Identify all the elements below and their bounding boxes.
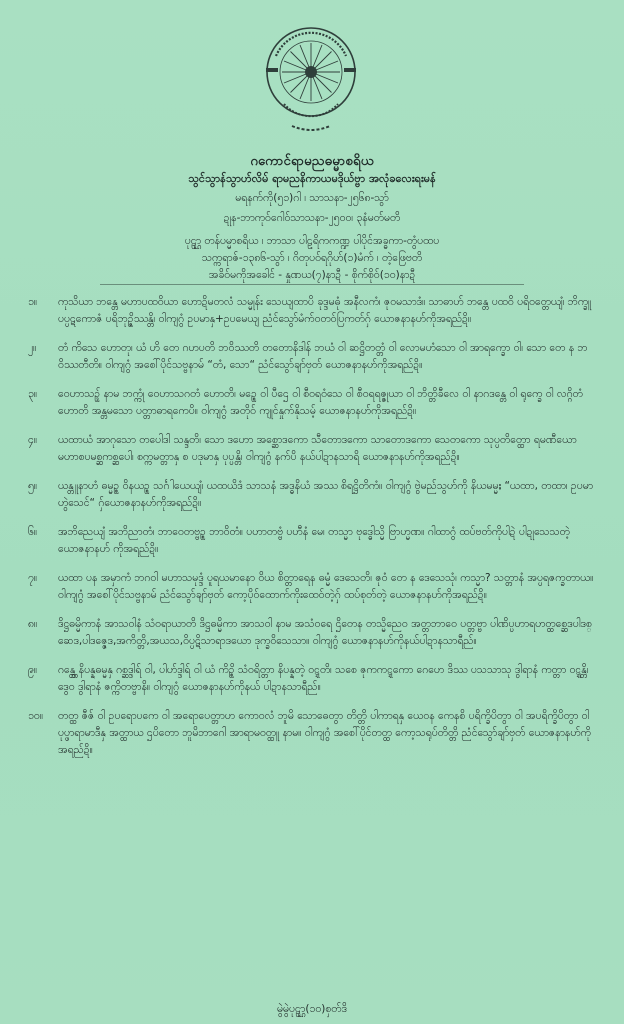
question-item — [28, 570, 596, 604]
header-divider — [100, 284, 524, 286]
signature-line: မွဲမွဲပုဠ္ဌာ(၁၀)စှတ်ဒိ — [277, 1003, 347, 1015]
question-text: ဝေဟာသဥ္ဒ် နာမ ဘက္ကုံ ဝေဟာသဂတံ ဟောတိ၊ မဉ္စေ ဝါ ပီဌေ ဝါ စီဝရဝံသေ ဝါ စီဝရရဇ္ဇုယာ ဝါ ဘိတ္တိခီလေ ဝါ နာဂဒန္တေ ဝါ ရုက္ခေ ဝါ လဂ္ဂိတံ ဟောတိ အန္တမသော ပတ္တာဓာရကေပိ။ ဝါကျဂွံ အတိုဝ် ကျုင်နှုက်နိုသမ့် ယောဇနာနဟ်ကိုအရည်ဍိ။ — [58, 388, 583, 417]
exam-time: အခိဝ်မကိုအခေါင် - နှုဏယ(၇)နာဍီ - စိုက်စိုဝ်(၁၀)နာဍီ — [208, 269, 416, 281]
question-text: ယန္တူနာဟံ ဓမ္မဥ္စ ဝိနယဥ္စ သင်္ဂါယေယျံ၊ ယထယိဒံ သာသနံ အဒ္ဓနိယံ အဿ စိရဋ္ဌိတိကံ။ ဝါကျဂွံ ဗွဲမည်သွဟ်ကို နိယမမ္မႈ “ယထာ, တထာ၊ ဥပမာဟွဲသေင်“ ဂှ်ယောဇနာနဟ်ကိုအရည်ဍိ။ — [58, 480, 594, 509]
question-number: ၁။ — [28, 296, 38, 308]
question-item — [28, 616, 596, 650]
question-number: ၄။ — [28, 434, 38, 446]
seal-emblem — [262, 18, 360, 136]
question-text: အဘိညေယျံ အဘိညာတံ၊ ဘာဝေတဗ္ဗဉ္စ ဘာဝိတံ။ ပဟာတဗ္ဗံ ပဟီနံ မေ၊ တသ္မာ ဗုဒ္ဓေါသ္မိ ဗြာဟ္မဏ။ ဂါထာဂွံ ထပ်ဗတ်ကိုပါဍဲ ပါဍုသေသတဲ့ ယောဇနာနဟ် ကိုအရည်ဍိ။ — [58, 526, 570, 555]
exam-info: သက္ကရာဇ်-၁၃၈၆-သွာ် ၊ ဂိတုပဝ်ရဂိုဟ်(၁)မံက် ၊ တဲ့ဖြေဗတိ — [201, 252, 423, 264]
question-item — [28, 524, 596, 558]
reference-number: မရနက်ကို(၅၁)ဂါ ၊ သာသနာ-၂၅၆၈-သွာ် — [235, 192, 389, 204]
question-item — [28, 340, 596, 374]
question-text: ကုသိယာ ဘန္တေ မဟာပထဝိယာ ဟောဍိမတလံ သမ္မုန်း သေယျထာပိ ခုဒ္ဒမဓုံ အနီလကံ၊ ဇုဝမသာဒံ။ သာဓာဟ် ဘန္တေ ပထဝိ ပရိဝတ္တေယျံ၊ ဘိက္ခူ ပပ္ပဋကောဇံ ပရိဘုဥ္ဇိဿန္တိ၊ ဝါကျဂွံ ဥပမာနှ+ဥပမေယျ ညံင်သွော်မံက်ဝတဝ်ပြကတ်ဂှ် ယောဇနာနဟ်ကိုအရည်ဍိ။ — [58, 296, 592, 325]
question-list — [28, 294, 596, 771]
question-item — [28, 432, 596, 466]
question-text: တံ ကိသေ ဟောတု၊ ယံ ဟိ တေ ဂဟပတိ ဘဝိဿတိ တတောနိဒါန် ဘယံ ဝါ ဆဋ္ဌိတတ္တံ ဝါ လောမဟံသော ဝါ အာရက္ခော ဝါ၊ သော တေ န ဘဝိဿတီတိ။ ဝါကျဂွံ အစေါ်ပိုင်သဗ္ဗနာမ် “တံ, သော“ ညံင်သွော်ချာ်ဗှတ် ယောဇနာနဟ်ကိုအရည်ဍိ။ — [58, 342, 588, 371]
question-item — [28, 662, 596, 696]
question-number: ၁၀။ — [28, 710, 43, 722]
question-text: ဂန္တ္ဘေ နိပန္နဓမ္မနှ ဂစ္ဆဒ္ဒါရ် ဝါ, ပါဟ်ဒ္ဒါရ် ဝါ ယံ ကိဉ္စိ သံဝရိတ္တာ နိပန္နတဲ့ ဝဋ္ဋတိ၊ သစေ ဇုကကဋ္ဋကော ဂေဟေ ဒိဿ ပသသာသု ဒွါရာနံ ကတ္တာ ဝဋ္ဋန္တိ၊ ဒွေဝ ဒွါရာနံ ဇက္ကိတဗ္ဗာနိ။ ဝါကျဂွံ ယောဇနာနဟ်ကိုနယ် ပါဍာနသာရီည်။ — [58, 664, 589, 693]
question-number: ၉။ — [28, 664, 38, 676]
question-number: ၈။ — [28, 618, 38, 630]
question-number: ၃။ — [28, 388, 38, 400]
office-subtitle: သွင်သွာန်သွာဟ်လိမ် ရာမညနိကာယမဒိုယ်ဗ္ဗာ အလုံခလေးရးမန် — [188, 172, 436, 185]
question-text: တတ္ထ ဇီဇ် ဝါ ဥပရောပကေ ဝါ အရောပေတ္တာဟ ကောဝလံ ဘူမိ သောဓေတွာ တိတ္တိ ပါကာရနှ ယေဝန ကေနစိ ပရိက္ခိပိတွာ ဝါ အပရိက္ခိပိတွာ ဝါ ပုပ္ဖာရာမာဒီနှ အတ္ထာယ ဌပိတော ဘူမိဘာဂေါ အာရာမဝတ္ထူ နာမ။ ဝါကျဂွံ အစေါ်ပိုင်တတ္ထ ကော့သရုပ်တိတ္တိ ညံင်သွော်ချာ်ဗှတ် ယောဇနာနဟ်ကို အရည်ဍိ။ — [58, 710, 591, 756]
issue-date: ဍုန-ဘာကုဝ်ဂေါဝ်သာသနာ-၂၅၀၀၊ ၃နံမတ်မတိ — [223, 212, 401, 224]
question-item — [28, 294, 596, 328]
question-item — [28, 708, 596, 759]
exam-place: ပုဠ္ဌာ တန်ပမ္မာစရိယ ၊ ဘာသာ ပါဠရိကကဏ္ဍ ပါပိုင်အခ္ဓကာ-တွံပထပ — [184, 235, 440, 247]
question-item — [28, 478, 596, 512]
question-number: ၂။ — [28, 342, 37, 354]
question-text: ယထာယံ အာဂုသော တပေါဒါ သန္ဒတိ၊ သော ဒဟော အစ္ဆောဒကော သီတောဒကော သာတောဒကော သေတကော သုပ္ပတိတ္ထော ရမဏီယော မဟာစပမစ္ဆကစ္ဆပေါ၊ စက္ကမတ္တာနှ စ ပဒုမာနှ ပုပ္ပန္တိ၊ ဝါကျဂွံ နက်ပိ နယ်ပါဍာနသာရိ ယောဇနာနဟ်ကိုအရည်ဍိ။ — [58, 434, 577, 463]
question-text: ဒိဋ္ဌဓမ္မိကာနံ အာသဝါနံ သံဝရာယာတိ ဒိဋ္ဌဓမ္မိကာ အာသဝါ နာမ အသံဝရေ ဌိတေန တသ္မိညေဝ အတ္တဘာဝေ ပတ္တဗ္ဗာ ပါဏိပ္ပဟာရဟတ္ထစ္ဆေဒပါဒစ္ဆေဒ,ပါဒဇ္ဇေဒ,အကိတ္တိ,အယသ,ဝိပ္ပဋိသာရာဒယော ဒုက္ခဝိသေသာ။ ဝါကျဂွံ ယောဇနာနဟ်ကိုနယ်ပါဍာနသာရီည်။ — [58, 618, 592, 647]
question-item — [28, 386, 596, 420]
question-number: ၅။ — [28, 480, 38, 492]
question-number: ၆။ — [28, 526, 38, 538]
question-text: ယထာ ပန အမှာကံ ဘဂဝါ မဟာသမုဒ္ဒံ ပူရယမာနော ဝိယ စိတ္တာရေန ဓမ္မံ ဒေသေတိ၊ ဇုဝံ တေ န ဒေသေသုံ၊ ကသ္မာ? သတ္တာနံ အပ္ပရဇက္ခတာယ။ ဝါကျဂွံ အစေါ်ပိုင်သဗ္ဗနာမ် ညံင်သွော်ချာ်ဗှတ် ကော့ပိုဝ်ထောက်ကိုးထေဝ်တဲ့ဂှ် ထပ်စုတ်တဲ့ ယောဇနာနဟ်ကိုအရည်ဍိ။ — [58, 572, 594, 601]
question-number: ၇။ — [28, 572, 38, 584]
office-title: ဂကောင်ရာမညဓမ္မာစရိယ — [250, 154, 374, 169]
